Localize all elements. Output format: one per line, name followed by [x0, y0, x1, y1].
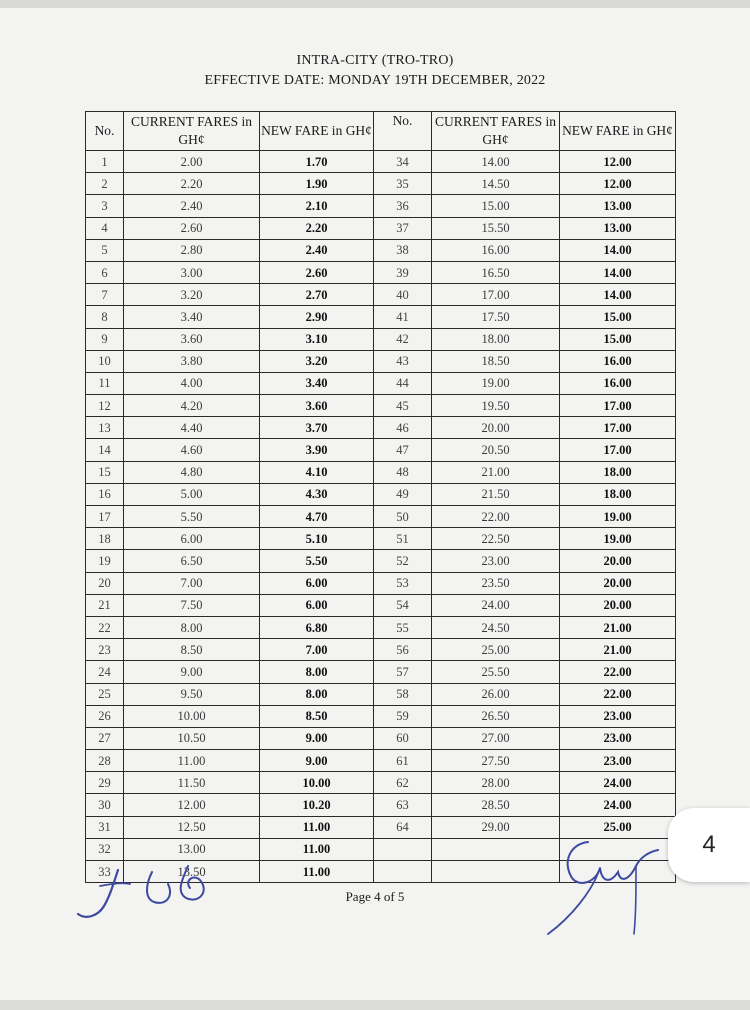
- fare-current-right: 25.00: [432, 639, 560, 661]
- fare-no-right: 46: [374, 417, 432, 439]
- fare-current-left: 12.50: [124, 816, 260, 838]
- table-row: [86, 528, 676, 550]
- fare-new-right: 12.00: [560, 173, 676, 195]
- fare-new-right: 20.00: [560, 572, 676, 594]
- bottom-strip: [0, 1000, 750, 1010]
- table-row: [86, 328, 676, 350]
- table-row: [86, 639, 676, 661]
- header-current-right: CURRENT FARES in GH¢: [432, 112, 560, 151]
- fare-new-right: [560, 861, 676, 883]
- table-row: [86, 395, 676, 417]
- fare-no-right: 50: [374, 506, 432, 528]
- fare-no-right: 42: [374, 328, 432, 350]
- fare-new-right: 18.00: [560, 483, 676, 505]
- table-row: [86, 195, 676, 217]
- fare-new-left: 3.70: [260, 417, 374, 439]
- fare-no-right: 57: [374, 661, 432, 683]
- fare-current-left: 2.00: [124, 151, 260, 173]
- fare-new-right: 23.00: [560, 727, 676, 749]
- fare-no-right: 45: [374, 395, 432, 417]
- fare-new-left: 3.60: [260, 395, 374, 417]
- header-new-left: NEW FARE in GH¢: [260, 112, 374, 151]
- fare-new-right: 12.00: [560, 151, 676, 173]
- fare-current-left: 10.00: [124, 705, 260, 727]
- table-row: [86, 483, 676, 505]
- fare-no-left: 31: [86, 816, 124, 838]
- fare-no-right: 47: [374, 439, 432, 461]
- fare-new-left: 3.20: [260, 350, 374, 372]
- fare-no-right: [374, 838, 432, 860]
- table-row: [86, 750, 676, 772]
- fare-current-right: 15.50: [432, 217, 560, 239]
- fare-no-right: 59: [374, 705, 432, 727]
- fare-current-left: 2.40: [124, 195, 260, 217]
- fare-no-left: 2: [86, 173, 124, 195]
- fare-current-left: 12.00: [124, 794, 260, 816]
- fare-current-right: 26.00: [432, 683, 560, 705]
- fare-no-left: 22: [86, 616, 124, 638]
- fares-table-body: [86, 151, 676, 883]
- fare-new-right: 24.00: [560, 772, 676, 794]
- fare-current-right: 18.00: [432, 328, 560, 350]
- fare-new-left: 3.90: [260, 439, 374, 461]
- fare-new-left: 3.10: [260, 328, 374, 350]
- fare-current-left: 9.50: [124, 683, 260, 705]
- fare-new-left: 1.90: [260, 173, 374, 195]
- fare-current-right: 25.50: [432, 661, 560, 683]
- fare-new-left: 4.70: [260, 506, 374, 528]
- fare-no-right: 38: [374, 239, 432, 261]
- header-no-left: No.: [86, 112, 124, 151]
- fare-new-left: 11.00: [260, 816, 374, 838]
- fare-no-right: [374, 861, 432, 883]
- fare-new-right: 23.00: [560, 705, 676, 727]
- fare-current-left: 7.00: [124, 572, 260, 594]
- fare-current-right: 14.00: [432, 151, 560, 173]
- fare-current-left: 13.50: [124, 861, 260, 883]
- fare-current-right: 19.50: [432, 395, 560, 417]
- fare-new-left: 2.90: [260, 306, 374, 328]
- fare-current-left: 3.40: [124, 306, 260, 328]
- fare-no-left: 10: [86, 350, 124, 372]
- fare-new-right: [560, 838, 676, 860]
- fare-new-right: 22.00: [560, 683, 676, 705]
- fare-new-right: 18.00: [560, 461, 676, 483]
- fare-no-left: 33: [86, 861, 124, 883]
- fare-new-right: 23.00: [560, 750, 676, 772]
- header-current-left: CURRENT FARES in GH¢: [124, 112, 260, 151]
- table-row: [86, 217, 676, 239]
- fare-current-right: 28.50: [432, 794, 560, 816]
- fare-new-right: 21.00: [560, 639, 676, 661]
- fare-no-right: 44: [374, 372, 432, 394]
- fare-no-right: 48: [374, 461, 432, 483]
- fare-new-left: 9.00: [260, 750, 374, 772]
- table-row: [86, 151, 676, 173]
- fare-no-left: 13: [86, 417, 124, 439]
- fare-new-left: 11.00: [260, 838, 374, 860]
- fare-no-left: 17: [86, 506, 124, 528]
- fare-new-right: 17.00: [560, 439, 676, 461]
- fare-current-right: 20.50: [432, 439, 560, 461]
- fare-current-right: 27.00: [432, 727, 560, 749]
- fare-no-right: 37: [374, 217, 432, 239]
- fare-current-left: 2.60: [124, 217, 260, 239]
- fare-no-left: 8: [86, 306, 124, 328]
- fare-current-right: 23.50: [432, 572, 560, 594]
- fare-new-left: 6.00: [260, 594, 374, 616]
- fare-new-right: 20.00: [560, 594, 676, 616]
- fare-new-right: 13.00: [560, 195, 676, 217]
- fare-no-right: 51: [374, 528, 432, 550]
- fare-new-left: 10.00: [260, 772, 374, 794]
- fare-new-right: 16.00: [560, 372, 676, 394]
- fare-current-right: 28.00: [432, 772, 560, 794]
- fare-current-left: 6.00: [124, 528, 260, 550]
- fare-current-left: 4.20: [124, 395, 260, 417]
- fare-new-right: 24.00: [560, 794, 676, 816]
- fare-no-left: 6: [86, 261, 124, 283]
- fare-new-left: 8.50: [260, 705, 374, 727]
- fare-current-right: 22.50: [432, 528, 560, 550]
- table-row: [86, 861, 676, 883]
- fare-no-right: 35: [374, 173, 432, 195]
- fare-new-right: 21.00: [560, 616, 676, 638]
- header-new-right: NEW FARE in GH¢: [560, 112, 676, 151]
- fare-no-left: 5: [86, 239, 124, 261]
- fare-no-right: 64: [374, 816, 432, 838]
- fare-current-right: 14.50: [432, 173, 560, 195]
- fare-new-right: 13.00: [560, 217, 676, 239]
- fare-current-right: [432, 861, 560, 883]
- fare-current-left: 7.50: [124, 594, 260, 616]
- fare-current-left: 4.40: [124, 417, 260, 439]
- fare-no-left: 20: [86, 572, 124, 594]
- table-row: [86, 284, 676, 306]
- fare-new-left: 3.40: [260, 372, 374, 394]
- fare-current-left: 2.80: [124, 239, 260, 261]
- fare-current-right: 15.00: [432, 195, 560, 217]
- fare-current-right: 16.50: [432, 261, 560, 283]
- table-header-row: [86, 112, 676, 151]
- fare-no-right: 61: [374, 750, 432, 772]
- table-row: [86, 173, 676, 195]
- fare-no-left: 19: [86, 550, 124, 572]
- fare-current-left: 3.20: [124, 284, 260, 306]
- fare-new-left: 2.70: [260, 284, 374, 306]
- table-row: [86, 350, 676, 372]
- table-row: [86, 306, 676, 328]
- fare-new-right: 14.00: [560, 261, 676, 283]
- table-row: [86, 594, 676, 616]
- fare-no-left: 14: [86, 439, 124, 461]
- fare-no-left: 7: [86, 284, 124, 306]
- fare-no-left: 11: [86, 372, 124, 394]
- fare-current-left: 3.60: [124, 328, 260, 350]
- fare-no-left: 29: [86, 772, 124, 794]
- fare-current-left: 11.50: [124, 772, 260, 794]
- fare-current-left: 3.00: [124, 261, 260, 283]
- table-row: [86, 417, 676, 439]
- fare-current-right: 20.00: [432, 417, 560, 439]
- fare-current-left: 6.50: [124, 550, 260, 572]
- fare-no-right: 40: [374, 284, 432, 306]
- fare-new-left: 10.20: [260, 794, 374, 816]
- fare-no-left: 30: [86, 794, 124, 816]
- fare-no-left: 32: [86, 838, 124, 860]
- fare-no-left: 4: [86, 217, 124, 239]
- fare-new-left: 2.40: [260, 239, 374, 261]
- fare-no-right: 63: [374, 794, 432, 816]
- fare-current-right: 22.00: [432, 506, 560, 528]
- fare-new-right: 22.00: [560, 661, 676, 683]
- fare-current-right: 24.00: [432, 594, 560, 616]
- fare-new-left: 8.00: [260, 683, 374, 705]
- fare-new-right: 19.00: [560, 506, 676, 528]
- table-row: [86, 616, 676, 638]
- fare-new-right: 15.00: [560, 328, 676, 350]
- table-row: [86, 461, 676, 483]
- fare-no-left: 1: [86, 151, 124, 173]
- table-row: [86, 683, 676, 705]
- fare-current-right: 21.00: [432, 461, 560, 483]
- fare-current-left: 5.00: [124, 483, 260, 505]
- fare-no-right: 41: [374, 306, 432, 328]
- fare-current-left: 9.00: [124, 661, 260, 683]
- table-row: [86, 572, 676, 594]
- fare-no-right: 58: [374, 683, 432, 705]
- fare-current-left: 4.60: [124, 439, 260, 461]
- fare-current-right: 19.00: [432, 372, 560, 394]
- fare-current-left: 11.00: [124, 750, 260, 772]
- header-no-right: No.: [374, 112, 432, 151]
- table-row: [86, 439, 676, 461]
- fare-no-right: 62: [374, 772, 432, 794]
- effective-date: EFFECTIVE DATE: MONDAY 19TH DECEMBER, 2022: [204, 73, 546, 88]
- fare-new-left: 6.00: [260, 572, 374, 594]
- fare-no-right: 53: [374, 572, 432, 594]
- fare-no-right: 34: [374, 151, 432, 173]
- fare-no-right: 43: [374, 350, 432, 372]
- document-title: INTRA-CITY (TRO-TRO): [296, 53, 454, 68]
- table-row: [86, 705, 676, 727]
- fare-current-left: 3.80: [124, 350, 260, 372]
- top-strip: [0, 0, 750, 8]
- fare-new-right: 14.00: [560, 239, 676, 261]
- table-row: [86, 239, 676, 261]
- fare-no-left: 16: [86, 483, 124, 505]
- fares-table: [85, 111, 676, 883]
- fare-new-left: 11.00: [260, 861, 374, 883]
- fare-current-left: 10.50: [124, 727, 260, 749]
- fare-no-left: 24: [86, 661, 124, 683]
- fare-no-left: 3: [86, 195, 124, 217]
- fare-no-left: 23: [86, 639, 124, 661]
- table-row: [86, 550, 676, 572]
- page-number-badge[interactable]: 4: [668, 808, 750, 882]
- fare-no-right: 36: [374, 195, 432, 217]
- fare-no-right: 39: [374, 261, 432, 283]
- fare-current-right: 16.00: [432, 239, 560, 261]
- fare-no-left: 15: [86, 461, 124, 483]
- fare-current-right: 24.50: [432, 616, 560, 638]
- fare-current-right: 18.50: [432, 350, 560, 372]
- fare-current-right: 17.00: [432, 284, 560, 306]
- fare-new-right: 20.00: [560, 550, 676, 572]
- fare-new-right: 15.00: [560, 306, 676, 328]
- fare-new-left: 4.10: [260, 461, 374, 483]
- fare-new-left: 9.00: [260, 727, 374, 749]
- fare-new-right: 17.00: [560, 417, 676, 439]
- fare-current-left: 13.00: [124, 838, 260, 860]
- fare-no-left: 27: [86, 727, 124, 749]
- fare-no-right: 54: [374, 594, 432, 616]
- fare-no-left: 28: [86, 750, 124, 772]
- fare-current-left: 5.50: [124, 506, 260, 528]
- fare-new-right: 25.00: [560, 816, 676, 838]
- table-row: [86, 372, 676, 394]
- fare-no-left: 26: [86, 705, 124, 727]
- fare-new-left: 5.50: [260, 550, 374, 572]
- table-row: [86, 727, 676, 749]
- table-row: [86, 261, 676, 283]
- fare-no-right: 56: [374, 639, 432, 661]
- fare-current-right: 29.00: [432, 816, 560, 838]
- fare-current-left: 8.50: [124, 639, 260, 661]
- fare-new-right: 19.00: [560, 528, 676, 550]
- table-row: [86, 772, 676, 794]
- fare-no-left: 21: [86, 594, 124, 616]
- fare-new-right: 16.00: [560, 350, 676, 372]
- fare-new-left: 2.20: [260, 217, 374, 239]
- fare-new-left: 2.10: [260, 195, 374, 217]
- table-row: [86, 506, 676, 528]
- fare-no-left: 25: [86, 683, 124, 705]
- fare-no-left: 9: [86, 328, 124, 350]
- fare-new-right: 14.00: [560, 284, 676, 306]
- fare-current-left: 2.20: [124, 173, 260, 195]
- fare-current-right: 21.50: [432, 483, 560, 505]
- fare-new-left: 8.00: [260, 661, 374, 683]
- fare-current-right: 17.50: [432, 306, 560, 328]
- fare-no-right: 52: [374, 550, 432, 572]
- fare-no-right: 60: [374, 727, 432, 749]
- fare-current-left: 4.80: [124, 461, 260, 483]
- table-row: [86, 794, 676, 816]
- fare-current-right: 27.50: [432, 750, 560, 772]
- fare-new-left: 2.60: [260, 261, 374, 283]
- fare-no-right: 55: [374, 616, 432, 638]
- table-row: [86, 661, 676, 683]
- fare-current-left: 8.00: [124, 616, 260, 638]
- fare-current-right: [432, 838, 560, 860]
- page-footer: Page 4 of 5: [345, 889, 405, 904]
- fare-new-left: 4.30: [260, 483, 374, 505]
- fare-new-left: 1.70: [260, 151, 374, 173]
- fare-new-left: 7.00: [260, 639, 374, 661]
- fare-new-left: 5.10: [260, 528, 374, 550]
- table-row: [86, 838, 676, 860]
- fare-new-right: 17.00: [560, 395, 676, 417]
- table-row: [86, 816, 676, 838]
- fare-current-right: 26.50: [432, 705, 560, 727]
- fare-new-left: 6.80: [260, 616, 374, 638]
- fare-no-left: 12: [86, 395, 124, 417]
- fare-no-right: 49: [374, 483, 432, 505]
- fare-current-left: 4.00: [124, 372, 260, 394]
- fare-no-left: 18: [86, 528, 124, 550]
- fare-current-right: 23.00: [432, 550, 560, 572]
